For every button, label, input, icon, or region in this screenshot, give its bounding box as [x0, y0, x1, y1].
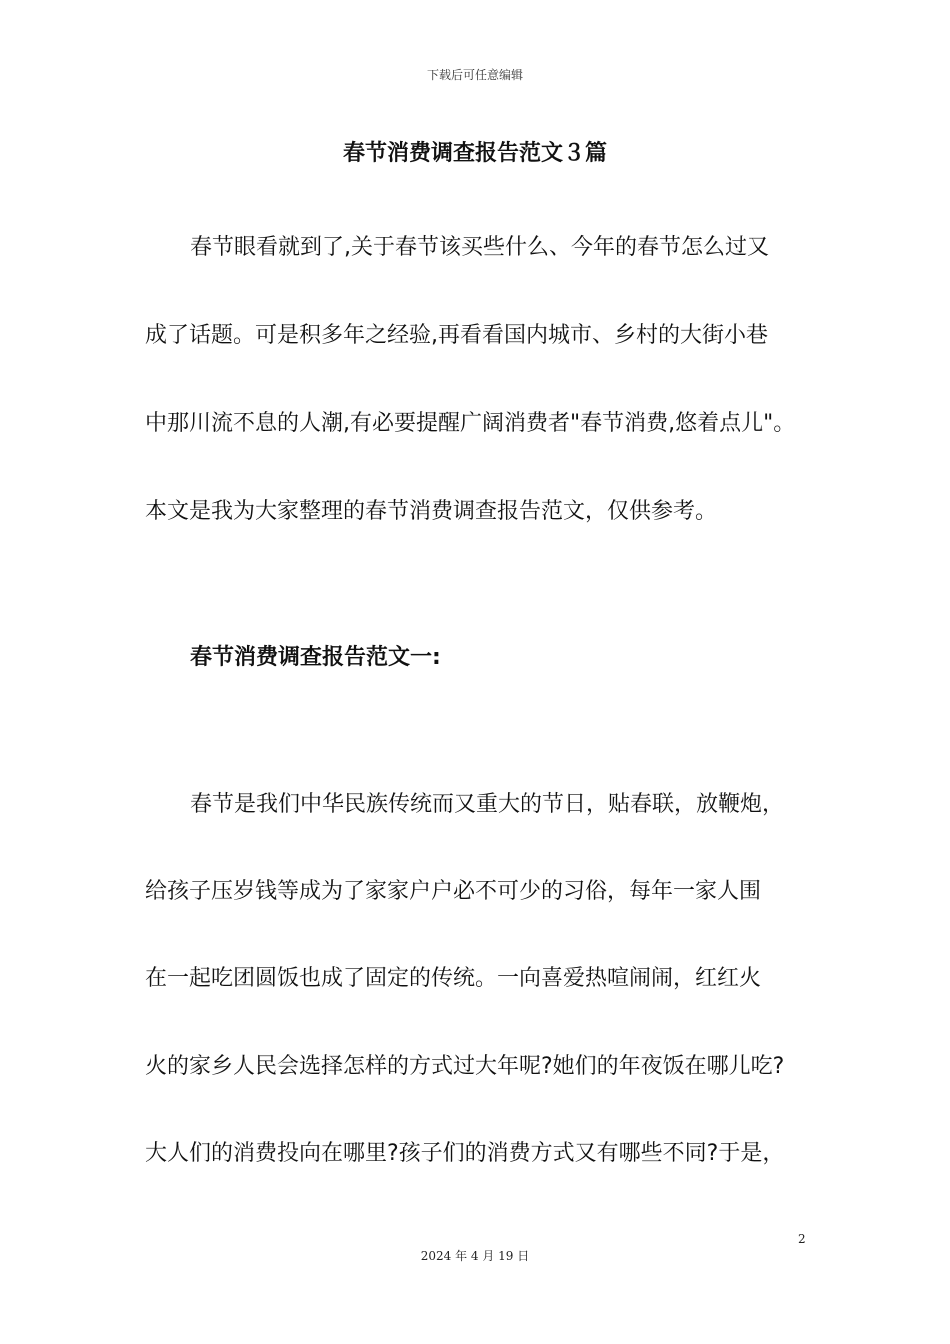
paragraph-line: 火的家乡人民会选择怎样的方式过大年呢?她们的年夜饭在哪儿吃? [145, 1054, 785, 1079]
paragraph-line: 给孩子压岁钱等成为了家家户户必不可少的习俗，每年一家人围 [145, 879, 762, 904]
footer-date: 2024 年 4 月 19 日 [420, 1249, 530, 1263]
paragraph-line: 中那川流不息的人潮,有必要提醒广阔消费者"春节消费,悠着点儿"。 [145, 411, 796, 436]
page-number: 2 [798, 1232, 806, 1246]
paragraph-line: 大人们的消费投向在哪里?孩子们的消费方式又有哪些不同?于是， [145, 1141, 785, 1166]
paragraph-line: 春节眼看就到了,关于春节该买些什么、今年的春节怎么过又 [190, 235, 769, 260]
section-heading: 春节消费调查报告范文一: [190, 645, 441, 670]
paragraph-line: 在一起吃团圆饭也成了固定的传统。一向喜爱热喧闹闹，红红火 [145, 966, 762, 991]
paragraph-line: 本文是我为大家整理的春节消费调查报告范文，仅供参考。 [145, 499, 718, 524]
paragraph-line: 春节是我们中华民族传统而又重大的节日，贴春联，放鞭炮， [190, 792, 785, 817]
document-title: 春节消费调查报告范文３篇 [342, 141, 607, 166]
paragraph-line: 成了话题。可是积多年之经验,再看看国内城市、乡村的大街小巷 [145, 323, 768, 348]
header-note: 下载后可任意编辑 [426, 68, 523, 82]
